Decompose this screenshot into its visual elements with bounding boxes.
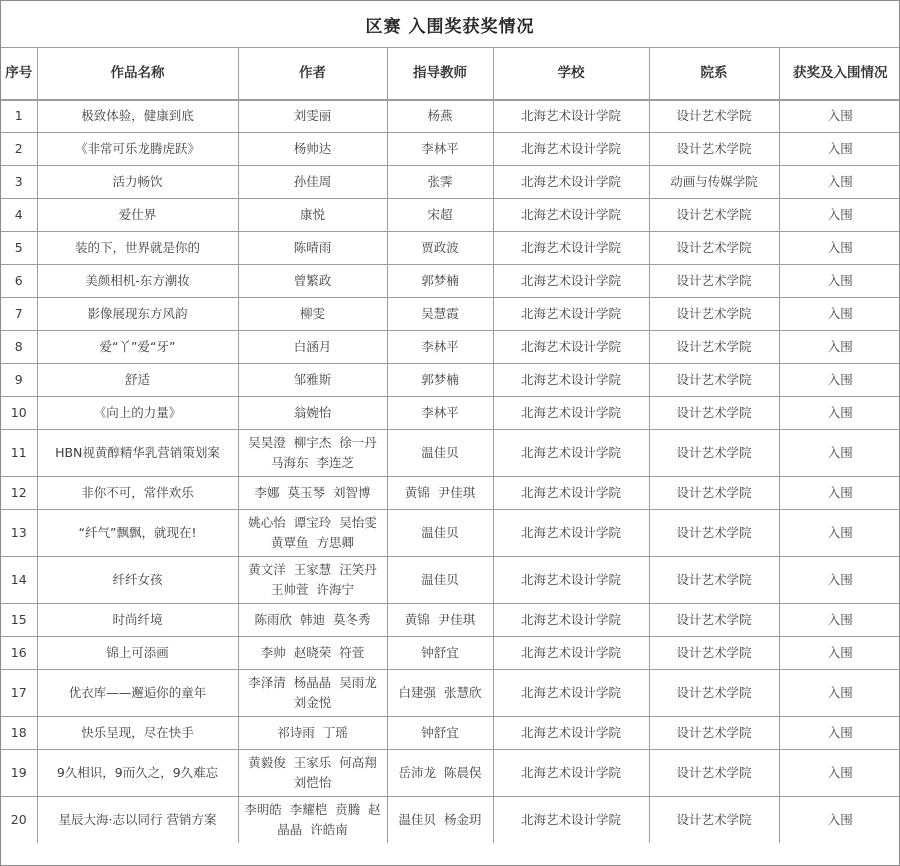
table-row — [1, 604, 900, 637]
dept-cell: 设计艺术学院 — [649, 364, 779, 397]
dept-cell: 设计艺术学院 — [649, 477, 779, 510]
teachers-cell: 李林平 — [387, 397, 493, 430]
no-cell: 4 — [1, 199, 37, 232]
authors-cell: 祁诗雨 丁瑶 — [238, 717, 387, 750]
no-cell: 14 — [1, 557, 37, 604]
work-cell: 装的下，世界就是你的 — [37, 232, 238, 265]
school-cell: 北海艺术设计学院 — [493, 364, 649, 397]
authors-cell: 黄文洋 王家慧 汪笑丹 王帅萱 许海宁 — [238, 557, 387, 604]
dept-cell: 设计艺术学院 — [649, 331, 779, 364]
table-row — [1, 477, 900, 510]
no-cell: 12 — [1, 477, 37, 510]
dept-cell: 设计艺术学院 — [649, 232, 779, 265]
dept-cell: 设计艺术学院 — [649, 430, 779, 477]
teachers-cell: 温佳贝 杨金玥 — [387, 797, 493, 844]
school-cell: 北海艺术设计学院 — [493, 670, 649, 717]
table-row — [1, 364, 900, 397]
result-cell: 入围 — [779, 298, 900, 331]
authors-cell: 白涵月 — [238, 331, 387, 364]
table-row — [1, 199, 900, 232]
teachers-cell: 黄锦 尹佳琪 — [387, 477, 493, 510]
table-row — [1, 717, 900, 750]
school-cell: 北海艺术设计学院 — [493, 232, 649, 265]
authors-cell: 李泽清 杨晶晶 吴雨龙 刘金悦 — [238, 670, 387, 717]
table-row — [1, 637, 900, 670]
page-title: 区赛 入围奖获奖情况 — [365, 16, 535, 37]
school-cell: 北海艺术设计学院 — [493, 477, 649, 510]
school-cell: 北海艺术设计学院 — [493, 717, 649, 750]
school-cell: 北海艺术设计学院 — [493, 510, 649, 557]
teachers-cell: 贾政波 — [387, 232, 493, 265]
teachers-cell: 钟舒宜 — [387, 637, 493, 670]
dept-cell: 设计艺术学院 — [649, 637, 779, 670]
dept-cell: 设计艺术学院 — [649, 670, 779, 717]
teachers-cell: 钟舒宜 — [387, 717, 493, 750]
no-cell: 9 — [1, 364, 37, 397]
school-cell: 北海艺术设计学院 — [493, 397, 649, 430]
teachers-cell: 温佳贝 — [387, 510, 493, 557]
table-row — [1, 430, 900, 477]
table-row — [1, 232, 900, 265]
dept-cell: 设计艺术学院 — [649, 797, 779, 844]
work-cell: “纤气”飘飘，就现在! — [37, 510, 238, 557]
school-cell: 北海艺术设计学院 — [493, 133, 649, 166]
no-cell: 6 — [1, 265, 37, 298]
result-cell: 入围 — [779, 265, 900, 298]
school-cell: 北海艺术设计学院 — [493, 166, 649, 199]
result-cell: 入围 — [779, 750, 900, 797]
work-cell: 优衣库——邂逅你的童年 — [37, 670, 238, 717]
result-cell: 入围 — [779, 232, 900, 265]
school-cell: 北海艺术设计学院 — [493, 298, 649, 331]
no-cell: 16 — [1, 637, 37, 670]
column-header-school: 学校 — [493, 48, 649, 100]
table-row — [1, 797, 900, 844]
awards-table — [1, 47, 900, 843]
dept-cell: 设计艺术学院 — [649, 397, 779, 430]
school-cell: 北海艺术设计学院 — [493, 557, 649, 604]
teachers-cell: 黄锦 尹佳琪 — [387, 604, 493, 637]
authors-cell: 吴昊澄 柳宇杰 徐一丹 马海东 李连芝 — [238, 430, 387, 477]
table-row — [1, 133, 900, 166]
teachers-cell: 张霁 — [387, 166, 493, 199]
work-cell: 爱“丫”爱“牙” — [37, 331, 238, 364]
dept-cell: 设计艺术学院 — [649, 133, 779, 166]
teachers-cell: 白建强 张慧欣 — [387, 670, 493, 717]
dept-cell: 设计艺术学院 — [649, 265, 779, 298]
authors-cell: 黄毅俊 王家乐 何高翔 刘恺怡 — [238, 750, 387, 797]
teachers-cell: 吴慧霞 — [387, 298, 493, 331]
no-cell: 11 — [1, 430, 37, 477]
school-cell: 北海艺术设计学院 — [493, 199, 649, 232]
school-cell: 北海艺术设计学院 — [493, 750, 649, 797]
column-header-no: 序号 — [1, 48, 37, 100]
no-cell: 17 — [1, 670, 37, 717]
school-cell: 北海艺术设计学院 — [493, 637, 649, 670]
teachers-cell: 李林平 — [387, 331, 493, 364]
school-cell: 北海艺术设计学院 — [493, 604, 649, 637]
work-cell: 舒适 — [37, 364, 238, 397]
table-row — [1, 298, 900, 331]
teachers-cell: 温佳贝 — [387, 430, 493, 477]
column-header-dept: 院系 — [649, 48, 779, 100]
dept-cell: 设计艺术学院 — [649, 510, 779, 557]
table-row — [1, 100, 900, 133]
school-cell: 北海艺术设计学院 — [493, 797, 649, 844]
work-cell: 影像展现东方风韵 — [37, 298, 238, 331]
no-cell: 13 — [1, 510, 37, 557]
authors-cell: 邹雅斯 — [238, 364, 387, 397]
work-cell: 时尚纤境 — [37, 604, 238, 637]
authors-cell: 陈雨欣 韩迪 莫冬秀 — [238, 604, 387, 637]
table-row — [1, 510, 900, 557]
result-cell: 入围 — [779, 557, 900, 604]
dept-cell: 设计艺术学院 — [649, 717, 779, 750]
table-row — [1, 750, 900, 797]
table-row — [1, 557, 900, 604]
work-cell: 快乐呈现，尽在快手 — [37, 717, 238, 750]
school-cell: 北海艺术设计学院 — [493, 331, 649, 364]
no-cell: 3 — [1, 166, 37, 199]
school-cell: 北海艺术设计学院 — [493, 100, 649, 133]
authors-cell: 陈晴雨 — [238, 232, 387, 265]
column-header-work: 作品名称 — [37, 48, 238, 100]
authors-cell: 柳雯 — [238, 298, 387, 331]
no-cell: 7 — [1, 298, 37, 331]
table-row — [1, 166, 900, 199]
work-cell: 《向上的力量》 — [37, 397, 238, 430]
work-cell: 《非常可乐龙腾虎跃》 — [37, 133, 238, 166]
table-body — [1, 100, 900, 844]
result-cell: 入围 — [779, 510, 900, 557]
work-cell: 9久相识，9而久之，9久难忘 — [37, 750, 238, 797]
result-cell: 入围 — [779, 430, 900, 477]
teachers-cell: 岳沛龙 陈晨俣 — [387, 750, 493, 797]
dept-cell: 设计艺术学院 — [649, 199, 779, 232]
result-cell: 入围 — [779, 477, 900, 510]
no-cell: 5 — [1, 232, 37, 265]
table-row — [1, 331, 900, 364]
authors-cell: 孙佳周 — [238, 166, 387, 199]
result-cell: 入围 — [779, 637, 900, 670]
table-row — [1, 670, 900, 717]
teachers-cell: 郭梦楠 — [387, 265, 493, 298]
table-row — [1, 397, 900, 430]
authors-cell: 李娜 莫玉琴 刘智博 — [238, 477, 387, 510]
no-cell: 2 — [1, 133, 37, 166]
authors-cell: 翁婉怡 — [238, 397, 387, 430]
work-cell: 极致体验，健康到底 — [37, 100, 238, 133]
no-cell: 20 — [1, 797, 37, 844]
authors-cell: 李明皓 李耀桤 贲腾 赵晶晶 许皓南 — [238, 797, 387, 844]
dept-cell: 设计艺术学院 — [649, 604, 779, 637]
work-cell: 纤纤女孩 — [37, 557, 238, 604]
column-header-authors: 作者 — [238, 48, 387, 100]
work-cell: 爱仕界 — [37, 199, 238, 232]
no-cell: 8 — [1, 331, 37, 364]
dept-cell: 设计艺术学院 — [649, 298, 779, 331]
work-cell: 星辰大海·志以同行 营销方案 — [37, 797, 238, 844]
work-cell: 非你不可，常伴欢乐 — [37, 477, 238, 510]
no-cell: 15 — [1, 604, 37, 637]
authors-cell: 曾繁政 — [238, 265, 387, 298]
result-cell: 入围 — [779, 199, 900, 232]
result-cell: 入围 — [779, 100, 900, 133]
result-cell: 入围 — [779, 670, 900, 717]
no-cell: 18 — [1, 717, 37, 750]
authors-cell: 杨帅达 — [238, 133, 387, 166]
result-cell: 入围 — [779, 331, 900, 364]
result-cell: 入围 — [779, 797, 900, 844]
teachers-cell: 温佳贝 — [387, 557, 493, 604]
no-cell: 10 — [1, 397, 37, 430]
dept-cell: 设计艺术学院 — [649, 557, 779, 604]
no-cell: 1 — [1, 100, 37, 133]
table-header-row — [1, 48, 900, 100]
dept-cell: 动画与传媒学院 — [649, 166, 779, 199]
result-cell: 入围 — [779, 717, 900, 750]
authors-cell: 李帅 赵晓荣 符萱 — [238, 637, 387, 670]
result-cell: 入围 — [779, 364, 900, 397]
work-cell: HBN视黄醇精华乳营销策划案 — [37, 430, 238, 477]
dept-cell: 设计艺术学院 — [649, 100, 779, 133]
result-cell: 入围 — [779, 397, 900, 430]
authors-cell: 刘雯丽 — [238, 100, 387, 133]
authors-cell: 姚心怡 谭宝玲 吴怡雯 黄覃鱼 方思卿 — [238, 510, 387, 557]
work-cell: 活力畅饮 — [37, 166, 238, 199]
school-cell: 北海艺术设计学院 — [493, 265, 649, 298]
dept-cell: 设计艺术学院 — [649, 750, 779, 797]
result-cell: 入围 — [779, 604, 900, 637]
teachers-cell: 李林平 — [387, 133, 493, 166]
column-header-teachers: 指导教师 — [387, 48, 493, 100]
teachers-cell: 杨燕 — [387, 100, 493, 133]
work-cell: 美颜相机-东方潮妆 — [37, 265, 238, 298]
teachers-cell: 郭梦楠 — [387, 364, 493, 397]
authors-cell: 康悦 — [238, 199, 387, 232]
result-cell: 入围 — [779, 133, 900, 166]
work-cell: 锦上可添画 — [37, 637, 238, 670]
no-cell: 19 — [1, 750, 37, 797]
table-row — [1, 265, 900, 298]
teachers-cell: 宋超 — [387, 199, 493, 232]
school-cell: 北海艺术设计学院 — [493, 430, 649, 477]
column-header-result: 获奖及入围情况 — [779, 48, 900, 100]
result-cell: 入围 — [779, 166, 900, 199]
